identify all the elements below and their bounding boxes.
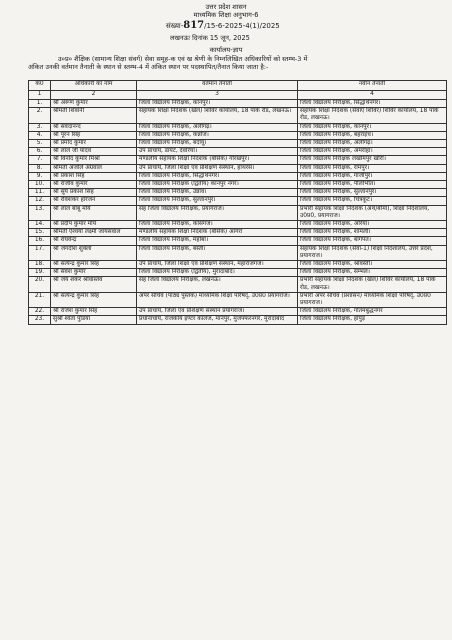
govt-heading: उत्तर प्रदेश शासन bbox=[205, 3, 247, 11]
table-row bbox=[29, 131, 447, 139]
col-number: 2 bbox=[51, 91, 137, 100]
cell-current-posting: जिला विद्यालय निरीक्षक (द्वितीय) कानपुर नगर। bbox=[137, 181, 298, 189]
cell-current-posting: जिला विद्यालय निरीक्षक, कन्नौज। bbox=[137, 131, 298, 139]
cell-new-posting: प्रभारी सहायक शिक्षा निदेशक (खेल) शिविर कार्यालय, 18 पार्क रोड, लखनऊ। bbox=[298, 277, 447, 292]
table-row bbox=[29, 100, 447, 108]
table-row bbox=[29, 277, 447, 292]
table-body bbox=[29, 100, 447, 325]
table-row bbox=[29, 189, 447, 197]
cell-officer-name: श्री पूरन सिंह bbox=[51, 131, 137, 139]
cell-serial: 19. bbox=[29, 269, 51, 277]
table-row bbox=[29, 237, 447, 245]
cell-current-posting: उप प्राचार्य, डायट, देवरिया। bbox=[137, 148, 298, 156]
cell-current-posting: जिला विद्यालय निरीक्षक, कानपुर। bbox=[137, 100, 298, 108]
cell-current-posting: प्रधानाचार्य, राजकीय इण्टर कालेज, मानपुर, मुजफ्फरनगर, मुरादाबाद bbox=[137, 316, 298, 324]
cell-officer-name: श्री जगदीश शुक्ला bbox=[51, 245, 137, 260]
table-row bbox=[29, 221, 447, 229]
cell-officer-name: श्री राजीव कुमार bbox=[51, 181, 137, 189]
cell-serial: 12. bbox=[29, 197, 51, 205]
cell-officer-name: श्री प्रकाश सिंह bbox=[51, 172, 137, 180]
cell-officer-name: श्री सर्वेश कुमार bbox=[51, 269, 137, 277]
table-row bbox=[29, 205, 447, 220]
table-row bbox=[29, 181, 447, 189]
cell-serial: 18. bbox=[29, 261, 51, 269]
cell-serial: 3. bbox=[29, 123, 51, 131]
table-row bbox=[29, 172, 447, 180]
cell-current-posting: जिला विद्यालय निरीक्षक, सुल्तानपुर। bbox=[137, 197, 298, 205]
issue-date: लखनऊः दिनांक 15 जून, 2025 bbox=[170, 34, 250, 42]
cell-new-posting: जिला विद्यालय निरीक्षक, रामपुर। bbox=[298, 164, 447, 172]
cell-officer-name: श्री विनोद कुमार मिश्रा bbox=[51, 156, 137, 164]
cell-serial: 8. bbox=[29, 164, 51, 172]
cell-officer-name: सुश्री श्वेता पुंडिया bbox=[51, 316, 137, 324]
cell-new-posting: जिला विद्यालय निरीक्षक, शामली। bbox=[298, 229, 447, 237]
cell-serial: 22. bbox=[29, 308, 51, 316]
table-row bbox=[29, 261, 447, 269]
cell-serial: 23. bbox=[29, 316, 51, 324]
cell-new-posting: जिला विद्यालय निरीक्षक, अलीगढ़। bbox=[298, 140, 447, 148]
ref-prefix: संख्या- bbox=[166, 22, 184, 30]
cell-new-posting: जिला विद्यालय निरीक्षक, सिद्धार्थनगर। bbox=[298, 100, 447, 108]
cell-new-posting: सहायक शिक्षा निदेशक (सेवा-1) शिक्षा निदेशालय, उत्तर प्रदेश, प्रयागराज। bbox=[298, 245, 447, 260]
table-row bbox=[29, 123, 447, 131]
cell-current-posting: सह जिला विद्यालय निरीक्षक, लखनऊ। bbox=[137, 277, 298, 292]
header-name: अधिकारी का नाम bbox=[51, 81, 137, 91]
cell-serial: 7. bbox=[29, 156, 51, 164]
column-number-row bbox=[29, 91, 447, 100]
table-row bbox=[29, 245, 447, 260]
reference-number bbox=[166, 21, 280, 31]
cell-current-posting: मण्डलीय सहायक शिक्षा निदेशक (बेसिक) गोरखपुर। bbox=[137, 156, 298, 164]
cell-current-posting: उप प्राचार्य, जिला शिक्षा एवं प्रशिक्षण संस्थान, हाथरस। bbox=[137, 164, 298, 172]
table-row bbox=[29, 140, 447, 148]
table-row bbox=[29, 229, 447, 237]
cell-serial: 16. bbox=[29, 237, 51, 245]
cell-current-posting: अपर सचिव (पाठ्य पुस्तक) माध्यमिक शिक्षा परिषद्, उ0प्र0 प्रयागराज। bbox=[137, 292, 298, 307]
cell-new-posting: जिला विद्यालय निरीक्षक, अमरोहा। bbox=[298, 148, 447, 156]
cell-current-posting: सह जिला विद्यालय निरीक्षक, प्रयागराज। bbox=[137, 205, 298, 220]
cell-current-posting: जिला विद्यालय निरीक्षक, बदायूं। bbox=[137, 140, 298, 148]
cell-serial: 2. bbox=[29, 108, 51, 123]
cell-serial: 1. bbox=[29, 100, 51, 108]
cell-officer-name: श्री सत्येन्द्र कुमार सिंह bbox=[51, 261, 137, 269]
cell-current-posting: जिला विद्यालय निरीक्षक, अलीगढ़। bbox=[137, 123, 298, 131]
ref-suffix: /15-6-2025-4(1)/2025 bbox=[204, 22, 280, 30]
cell-current-posting: उप प्राचार्य, जिला एवं प्रशिक्षण संस्थान प्रयागराज। bbox=[137, 308, 298, 316]
cell-new-posting: जिला विद्यालय निरीक्षक, पीलीभीत। bbox=[298, 181, 447, 189]
cell-officer-name: श्रीमती अंजलि अग्रवाल bbox=[51, 164, 137, 172]
cell-officer-name: श्रीमती शिवानी bbox=[51, 108, 137, 123]
col-number: 4 bbox=[298, 91, 447, 100]
cell-current-posting: जिला विद्यालय निरीक्षक, महोबा। bbox=[137, 237, 298, 245]
intro-line-1: उ०प्र० शैक्षिक (सामान्य शिक्षा संवर्ग) सेवा समूह-क एवं ख श्रेणी के निम्नलिखित अधिकारियों को स्तम्भ-3 में bbox=[58, 55, 308, 63]
table-row bbox=[29, 269, 447, 277]
cell-officer-name: श्री अरूण कुमार bbox=[51, 100, 137, 108]
cell-officer-name: श्री सूर्य प्रकाश सिंह bbox=[51, 189, 137, 197]
cell-new-posting: प्रभारी सहायक शिक्षा निदेशक (अर्थ/बीमा), शिक्षा निदेशालय, उ0प्र0, प्रयागराज। bbox=[298, 205, 447, 220]
cell-new-posting: जिला विद्यालय निरीक्षक, बहराइच। bbox=[298, 131, 447, 139]
header-new-posting: नवीन तैनाती bbox=[298, 81, 447, 91]
cell-serial: 4. bbox=[29, 131, 51, 139]
cell-new-posting: जिला विद्यालय निरीक्षक, गाजीपुर। bbox=[298, 172, 447, 180]
table-header-row bbox=[29, 81, 447, 91]
cell-serial: 6. bbox=[29, 148, 51, 156]
table-row bbox=[29, 308, 447, 316]
cell-serial: 5. bbox=[29, 140, 51, 148]
cell-serial: 13. bbox=[29, 205, 51, 220]
cell-new-posting: जिला विद्यालय निरीक्षक, सुल्तानपुर। bbox=[298, 189, 447, 197]
cell-new-posting: जिला विद्यालय निरीक्षक, हापुड़ bbox=[298, 316, 447, 324]
cell-current-posting: सहायक शिक्षा निदेशक (खेल) शिविर कार्यालय, 18 पार्क रोड, लखनऊ। bbox=[137, 108, 298, 123]
cell-current-posting: जिला विद्यालय निरीक्षक, सिद्धार्थनगर। bbox=[137, 172, 298, 180]
cell-new-posting: जिला विद्यालय निरीक्षक लखीमपुर खीरी। bbox=[298, 156, 447, 164]
cell-officer-name: श्री सत्येन्द्र कुमार सिंह bbox=[51, 292, 137, 307]
cell-serial: 9. bbox=[29, 172, 51, 180]
cell-new-posting: जिला विद्यालय निरीक्षक, श्रावस्ती। bbox=[298, 261, 447, 269]
table-row bbox=[29, 156, 447, 164]
cell-officer-name: श्री राघवेन्द्र bbox=[51, 237, 137, 245]
ref-number: 817 bbox=[183, 20, 205, 31]
cell-serial: 15. bbox=[29, 229, 51, 237]
cell-serial: 11. bbox=[29, 189, 51, 197]
table-row bbox=[29, 292, 447, 307]
cell-serial: 14. bbox=[29, 221, 51, 229]
cell-officer-name: श्रीमती ऐश्वर्या लक्ष्मी जायसवाल bbox=[51, 229, 137, 237]
cell-new-posting: जिला विद्यालय निरीक्षक, बागपत। bbox=[298, 237, 447, 245]
cell-new-posting: जिला विद्यालय निरीक्षक, सम्भल। bbox=[298, 269, 447, 277]
cell-current-posting: जिला विद्यालय निरीक्षक, कासगंज। bbox=[137, 221, 298, 229]
col-number: 1 bbox=[29, 91, 51, 100]
cell-officer-name: श्री लाल जी यादव bbox=[51, 148, 137, 156]
cell-officer-name: श्री लाल बाबू मौर्य bbox=[51, 205, 137, 220]
cell-serial: 10. bbox=[29, 181, 51, 189]
office-memo-title: कार्यालय-ज्ञाप bbox=[209, 46, 243, 54]
table-row bbox=[29, 316, 447, 324]
header-serial: क0 bbox=[29, 81, 51, 91]
cell-current-posting: जिला विद्यालय निरीक्षक, उन्नाव। bbox=[137, 189, 298, 197]
cell-current-posting: उप प्राचार्य, जिला शिक्षा एवं प्रशिक्षण संस्थान, महाराजगंज। bbox=[137, 261, 298, 269]
cell-new-posting: प्रभारी अपर सचिव (प्रशासन) माध्यमिक शिक्षा परिषद्, उ0प्र0 प्रयागराज। bbox=[298, 292, 447, 307]
cell-new-posting: सहायक शिक्षा निदेशक (सेवाएं शिविर) शिविर कार्यालय, 18 पार्क रोड, लखनऊ। bbox=[298, 108, 447, 123]
cell-serial: 20. bbox=[29, 277, 51, 292]
table-row bbox=[29, 148, 447, 156]
table-row bbox=[29, 164, 447, 172]
cell-serial: 17. bbox=[29, 245, 51, 260]
cell-officer-name: श्री राजेश कुमार सिंह bbox=[51, 308, 137, 316]
cell-current-posting: जिला विद्यालय निरीक्षक (द्वितीय), मुरादाबाद। bbox=[137, 269, 298, 277]
cell-current-posting: मण्डलीय सहायक शिक्षा निदेशक (बेसिक) आगरा bbox=[137, 229, 298, 237]
table-row bbox=[29, 108, 447, 123]
cell-current-posting: जिला विद्यालय निरीक्षक, बस्ती। bbox=[137, 245, 298, 260]
intro-paragraph bbox=[28, 55, 446, 72]
cell-officer-name: श्री प्रमोद कुमार bbox=[51, 140, 137, 148]
cell-new-posting: जिला विद्यालय निरीक्षक, कानपुर। bbox=[298, 123, 447, 131]
cell-officer-name: श्री जय शंकर श्रीवास्तव bbox=[51, 277, 137, 292]
col-number: 3 bbox=[137, 91, 298, 100]
cell-new-posting: जिला विद्यालय निरीक्षक, औरैया। bbox=[298, 221, 447, 229]
intro-line-2: अंकित उनकी वर्तमान तैनाती के स्थान से स्तम्भ-4 में अंकित स्थान पर पदस्थापित/तैनात किया जाता है:- bbox=[28, 63, 269, 72]
table-row bbox=[29, 197, 447, 205]
cell-officer-name: श्री प्रदीप कुमार मौर्य bbox=[51, 221, 137, 229]
section-heading: माध्यमिक शिक्षा अनुभाग-6 bbox=[193, 11, 259, 19]
cell-new-posting: जिला विद्यालय निरीक्षक, चित्रकूट। bbox=[298, 197, 447, 205]
cell-serial: 21. bbox=[29, 292, 51, 307]
cell-officer-name: श्री सर्वदानन्द bbox=[51, 123, 137, 131]
cell-new-posting: जिला विद्यालय निरीक्षक, गौतमबुद्धनगर bbox=[298, 308, 447, 316]
cell-officer-name: श्री रविशंकर हरिजन bbox=[51, 197, 137, 205]
transfer-table bbox=[28, 80, 447, 325]
header-current-posting: वर्तमान तैनाती bbox=[137, 81, 298, 91]
